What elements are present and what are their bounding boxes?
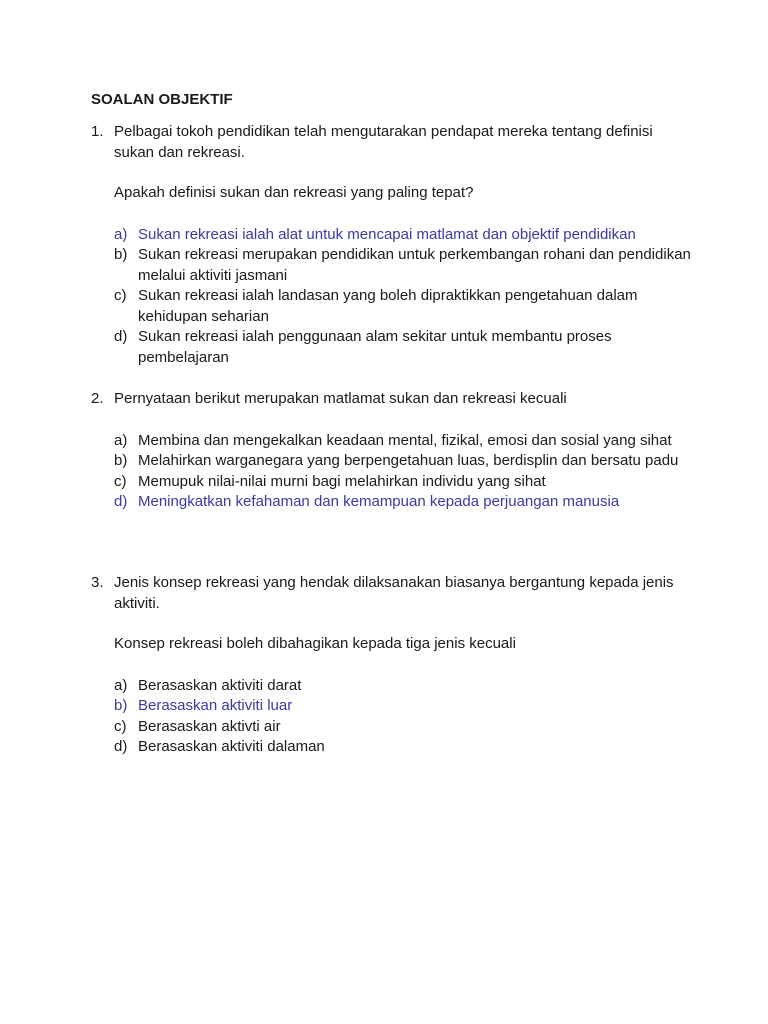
option-text: Berasaskan aktiviti luar <box>138 697 293 714</box>
option-c <box>114 717 691 738</box>
question-text: Pernyataan berikut merupakan matlamat sukan dan rekreasi kecuali <box>114 390 567 407</box>
option-list <box>114 431 691 513</box>
option-list <box>114 225 691 369</box>
option-label: c) <box>114 287 127 304</box>
question-3 <box>91 573 691 758</box>
question-number: 3. <box>91 574 104 591</box>
option-a <box>114 225 691 246</box>
option-d <box>114 327 691 368</box>
question-subtext: Apakah definisi sukan dan rekreasi yang paling tepat? <box>114 184 474 201</box>
option-a <box>114 676 691 697</box>
option-text: Berasaskan aktiviti dalaman <box>138 738 325 755</box>
option-a <box>114 431 691 452</box>
option-label: a) <box>114 431 128 449</box>
option-text: Memupuk nilai-nilai murni bagi melahirkan individu yang sihat <box>138 472 546 490</box>
question-1 <box>91 122 691 368</box>
option-d <box>114 492 691 513</box>
option-text: Membina dan mengekalkan keadaan mental, fizikal, emosi dan sosial yang sihat <box>138 431 672 449</box>
option-label: b) <box>114 452 128 469</box>
option-b <box>114 245 691 286</box>
option-b <box>114 696 691 717</box>
option-text: Berasaskan aktiviti darat <box>138 676 302 694</box>
option-label: c) <box>114 472 127 490</box>
option-text: Sukan rekreasi ialah landasan yang boleh dipraktikkan pengetahuan dalam kehidupan seharian <box>138 287 638 325</box>
option-text: Berasaskan aktivti air <box>138 717 281 735</box>
question-2 <box>91 389 691 513</box>
question-text: Pelbagai tokoh pendidikan telah mengutarakan pendapat mereka tentang definisi sukan dan rekreasi. <box>114 123 653 161</box>
option-text: Sukan rekreasi merupakan pendidikan untuk perkembangan rohani dan pendidikan melalui aktiviti jasmani <box>138 246 691 284</box>
option-text: Meningkatkan kefahaman dan kemampuan kepada perjuangan manusia <box>138 493 620 510</box>
option-label: d) <box>114 493 128 510</box>
option-c <box>114 472 691 493</box>
option-d <box>114 737 691 758</box>
option-text: Sukan rekreasi ialah alat untuk mencapai matlamat dan objektif pendidikan <box>138 225 636 243</box>
option-label: d) <box>114 738 128 755</box>
option-b <box>114 451 691 472</box>
option-c <box>114 286 691 327</box>
option-list <box>114 676 691 758</box>
option-label: d) <box>114 328 128 345</box>
question-number: 2. <box>91 390 104 407</box>
question-subtext: Konsep rekreasi boleh dibahagikan kepada tiga jenis kecuali <box>114 635 516 652</box>
option-label: c) <box>114 717 127 735</box>
option-label: b) <box>114 246 128 263</box>
option-text: Sukan rekreasi ialah penggunaan alam sekitar untuk membantu proses pembelajaran <box>138 328 612 366</box>
option-label: a) <box>114 676 128 694</box>
question-number: 1. <box>91 123 104 140</box>
option-label: b) <box>114 697 128 714</box>
page-title: SOALAN OBJEKTIF <box>91 91 233 108</box>
option-label: a) <box>114 225 128 243</box>
question-text: Jenis konsep rekreasi yang hendak dilaksanakan biasanya bergantung kepada jenis aktiviti. <box>114 574 674 612</box>
option-text: Melahirkan warganegara yang berpengetahuan luas, berdisplin dan bersatu padu <box>138 452 679 469</box>
